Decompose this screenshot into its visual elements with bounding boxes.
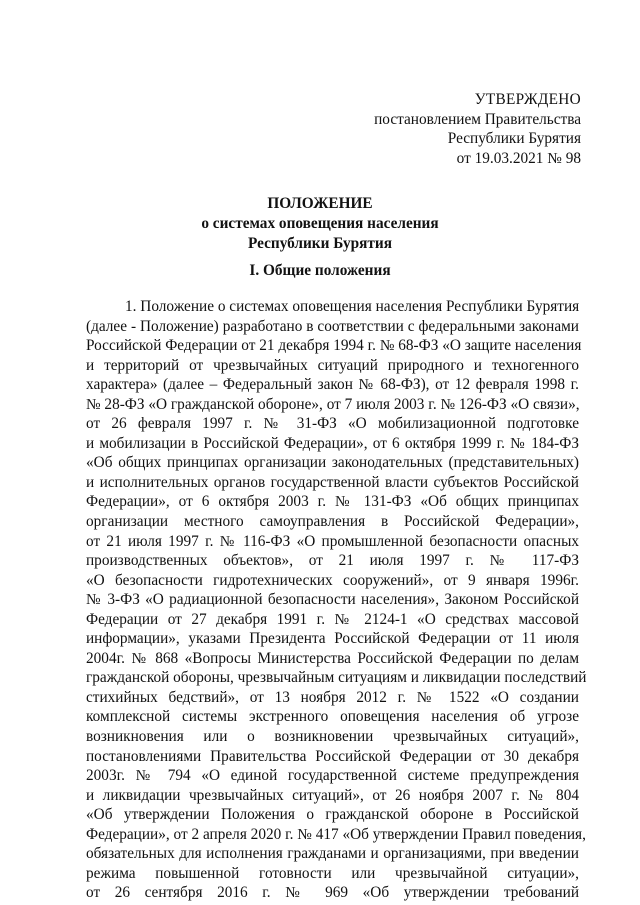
body-line: гражданской обороны, чрезвычайным ситуациям и ликвидации последствий (86, 669, 587, 687)
body-line: № 3-ФЗ «О радиационной безопасности населения», Законом Российской (86, 591, 579, 609)
body-line: Федерации от 27 декабря 1991 г. № 2124-1 «О средствах массовой (86, 610, 579, 628)
body-line: от 21 июля 1997 г. № 116-ФЗ «О промышленной безопасности опасных (86, 532, 579, 550)
body-line: от 26 февраля 1997 г. № 31-ФЗ «О мобилизационной подготовке (86, 415, 579, 433)
body-line: Федерации», от 6 октября 2003 г. № 131-ФЗ «Об общих принципах (86, 493, 579, 511)
body-line: организации местного самоуправления в Российской Федерации», (86, 513, 579, 531)
section-heading: I. Общие положения (249, 262, 391, 279)
body-line: и ликвидации чрезвычайных ситуаций», от 26 ноября 2007 г. № 804 (86, 786, 579, 804)
body-line: комплексной системы экстренного оповещения населения об угрозе (86, 708, 579, 726)
body-line: стихийных бедствий», от 13 ноября 2012 г. № 1522 «О создании (86, 688, 579, 706)
body-line: и мобилизации в Российской Федерации», от 6 октября 1999 г. № 184-ФЗ (86, 434, 579, 452)
approval-block (374, 90, 581, 169)
body-line: обязательных для исполнения гражданами и организациями, при введении (86, 845, 579, 863)
body-line: 1. Положение о системах оповещения населения Республики Бурятия (125, 298, 580, 315)
body-line: и исполнительных органов государственной власти субъектов Российской (86, 473, 579, 491)
title-word: ПОЛОЖЕНИЕ (267, 195, 373, 212)
body-line: режима повышенной готовности или чрезвычайной ситуации», (86, 864, 579, 882)
approval-line-2: Республики Бурятия (447, 130, 581, 148)
body-line: характера» (далее – Федеральный закон № 68-ФЗ), от 12 февраля 1998 г. (86, 376, 579, 394)
body-line: «О безопасности гидротехнических сооружений», от 9 января 1996г. (86, 571, 579, 589)
body-line: (далее - Положение) разработано в соответствии с федеральными законами (86, 317, 579, 335)
approval-line-3: от 19.03.2021 № 98 (456, 150, 581, 168)
title-line-2: о системах оповещения населения (201, 214, 439, 232)
body-line: и территорий от чрезвычайных ситуаций природного и техногенного (86, 356, 579, 374)
body-line: Российской Федерации от 21 декабря 1994 г. № 68-ФЗ «О защите населения (86, 337, 582, 355)
body-line: постановлениями Правительства Российской Федерации от 30 декабря (86, 747, 579, 765)
approval-line-1: постановлением Правительства (374, 110, 581, 128)
body-line: «Об утверждении Положения о гражданской обороне в Российской (86, 806, 579, 824)
document-title (0, 194, 640, 253)
body-paragraph (86, 297, 587, 903)
body-line: 2004г. № 868 «Вопросы Министерства Российской Федерации по делам (86, 649, 579, 667)
body-line: Федерации», от 2 апреля 2020 г. № 417 «Об утверждении Правил поведения, (86, 825, 586, 843)
body-line: информации», указами Президента Российской Федерации от 11 июля (86, 630, 579, 648)
title-line-3: Республики Бурятия (247, 234, 393, 252)
approval-stamp: УТВЕРЖДЕНО (474, 91, 581, 108)
body-line: производственных объектов», от 21 июля 1997 г. № 117-ФЗ (86, 552, 579, 570)
body-line: возникновения или о возникновении чрезвычайных ситуаций», (86, 728, 579, 746)
body-line: «Об общих принципах организации законодательных (представительных) (86, 454, 579, 472)
body-line: 2003г. № 794 «О единой государственной системе предупреждения (86, 767, 579, 785)
body-line: от 26 сентября 2016 г. № 969 «Об утверждении требований (86, 884, 579, 902)
body-line: № 28-ФЗ «О гражданской обороне», от 7 июля 2003 г. № 126-ФЗ «О связи», (86, 395, 580, 413)
